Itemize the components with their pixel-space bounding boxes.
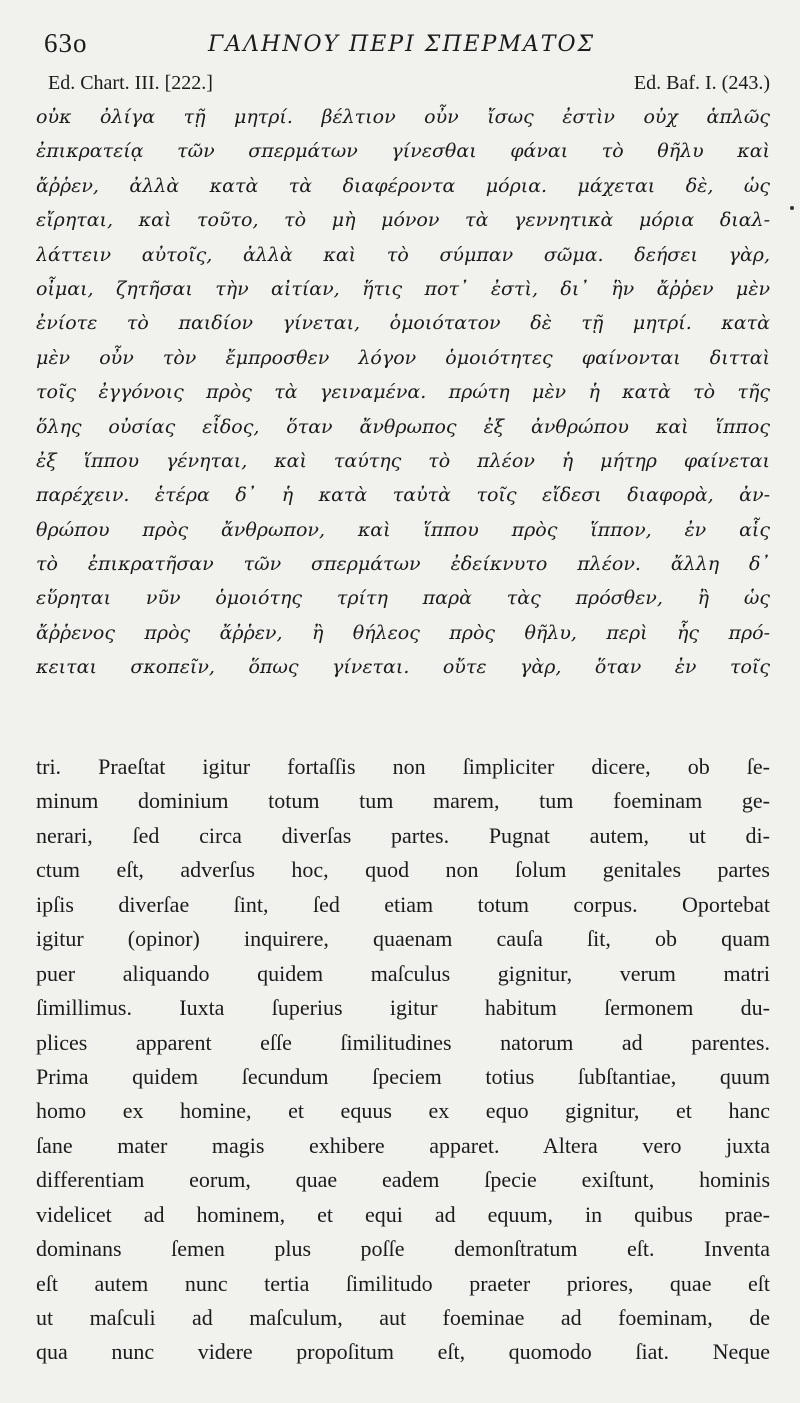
latin-line: minum dominium totum tum marem, tum foeminam ge- [36, 788, 770, 814]
page-number: 63o [44, 28, 88, 58]
latin-line: ut maſculi ad maſculum, aut foeminae ad foeminam, de [36, 1305, 770, 1330]
latin-line: ſimillimus. Iuxta ſuperius igitur habitum ſermonem du- [36, 995, 770, 1021]
page-header [36, 22, 770, 66]
edition-references [36, 72, 770, 98]
greek-line: οὐκ ὀλίγα τῇ μητρί. βέλτιον οὖν ἴσως ἐστὶν οὐχ ἁπλῶς [36, 106, 770, 128]
greek-line: ἄῤῥεν, ἀλλὰ κατὰ τὰ διαφέροντα μόρια. μάχεται δὲ, ὡς [36, 174, 770, 197]
latin-line: videlicet ad hominem, et equi ad equum, in quibus prae- [36, 1201, 770, 1227]
latin-line: ipſis diverſae ſint, ſed etiam totum corpus. Oportebat [36, 891, 770, 917]
latin-line: tri. Praeſtat igitur fortaſſis non ſimpliciter dicere, ob ſe- [36, 754, 770, 779]
latin-line: dominans ſemen plus poſſe demonſtratum eſt. Inventa [36, 1236, 770, 1262]
latin-line: igitur (opinor) inquirere, quaenam cauſa ſit, ob quam [36, 926, 770, 952]
greek-line: ἐνίοτε τὸ παιδίον γίνεται, ὁμοιότατον δὲ τῇ μητρί. κατὰ [36, 312, 770, 335]
latin-line: puer aliquando quidem maſculus gignitur, verum matri [36, 960, 770, 986]
greek-line: παρέχειν. ἑτέρα δ᾽ ἡ κατὰ ταὐτὰ τοῖς εἴδεσι διαφορὰ, ἀν- [36, 484, 770, 507]
greek-line: θρώπου πρὸς ἄνθρωπον, καὶ ἵππου πρὸς ἵππον, ἐν αἷς [36, 518, 770, 541]
latin-line: qua nunc videre propoſitum eſt, quomodo ſiat. Neque [36, 1339, 770, 1365]
greek-line: τὸ ἐπικρατῆσαν τῶν σπερμάτων ἐδείκνυτο πλέον. ἄλλη δ᾽ [36, 553, 770, 576]
greek-line: κειται σκοπεῖν, ὅπως γίνεται. οὔτε γὰρ, ὅταν ἐν τοῖς [36, 656, 770, 679]
latin-line: ctum eſt, adverſus hoc, quod non ſolum genitales partes [36, 857, 770, 883]
edition-ref-basel: Ed. Baf. I. (243.) [633, 72, 770, 94]
latin-line: Prima quidem ſecundum ſpeciem totius ſubſtantiae, quum [36, 1063, 770, 1089]
latin-text-block [36, 750, 770, 1370]
greek-line: ὅλης οὐσίας εἶδος, ὅταν ἄνθρωπος ἐξ ἀνθρώπου καὶ ἵππος [36, 415, 770, 438]
greek-line: τοῖς ἐγγόνοις πρὸς τὰ γειναμένα. πρώτη μὲν ἡ κατὰ τὸ τῆς [36, 381, 770, 404]
edition-ref-chartier: Ed. Chart. III. [222.] [48, 72, 213, 94]
greek-line: ἐπικρατείᾳ τῶν σπερμάτων γίνεσθαι φάναι τὸ θῆλυ καὶ [36, 140, 770, 163]
greek-line: εὕρηται νῦν ὁμοιότης τρίτη παρὰ τὰς πρόσθεν, ἢ ὡς [36, 587, 770, 610]
latin-line: plices apparent eſſe ſimilitudines natorum ad parentes. [36, 1029, 770, 1055]
greek-line: λάττειν αὐτοῖς, ἀλλὰ καὶ τὸ σύμπαν σῶμα. δεήσει γὰρ, [36, 243, 770, 266]
latin-line: eſt autem nunc tertia ſimilitudo praeter priores, quae eſt [36, 1270, 770, 1296]
latin-line: homo ex homine, et equus ex equo gignitur, et hanc [36, 1098, 770, 1124]
latin-line: differentiam eorum, quae eadem ſpecie exiſtunt, hominis [36, 1167, 770, 1193]
greek-line: ἐξ ἵππου γένηται, καὶ ταύτης τὸ πλέον ἡ μήτηρ φαίνεται [36, 449, 770, 472]
running-title: ΓΑΛΗΝΟΥ ΠΕΡΙ ΣΠΕΡΜΑΤΟΣ [208, 32, 596, 57]
latin-line: nerari, ſed circa diverſas partes. Pugnat autem, ut di- [36, 822, 770, 848]
greek-line: οἶμαι, ζητῆσαι τὴν αἰτίαν, ἥτις ποτ᾽ ἐστὶ, δι᾽ ἣν ἄῤῥεν μὲν [36, 277, 770, 300]
greek-line: εἴρηται, καὶ τοῦτο, τὸ μὴ μόνον τὰ γεννητικὰ μόρια διαλ- [36, 209, 770, 232]
greek-line: ἄῤῥενος πρὸς ἄῤῥεν, ἢ θήλεος πρὸς θῆλυ, περὶ ἧς πρό- [36, 621, 770, 644]
greek-text-block [36, 100, 770, 685]
margin-mark [790, 206, 794, 210]
latin-line: ſane mater magis exhibere apparet. Altera vero juxta [36, 1132, 770, 1158]
greek-line: μὲν οὖν τὸν ἔμπροσθεν λόγον ὁμοιότητες φαίνονται διτταὶ [36, 346, 770, 369]
